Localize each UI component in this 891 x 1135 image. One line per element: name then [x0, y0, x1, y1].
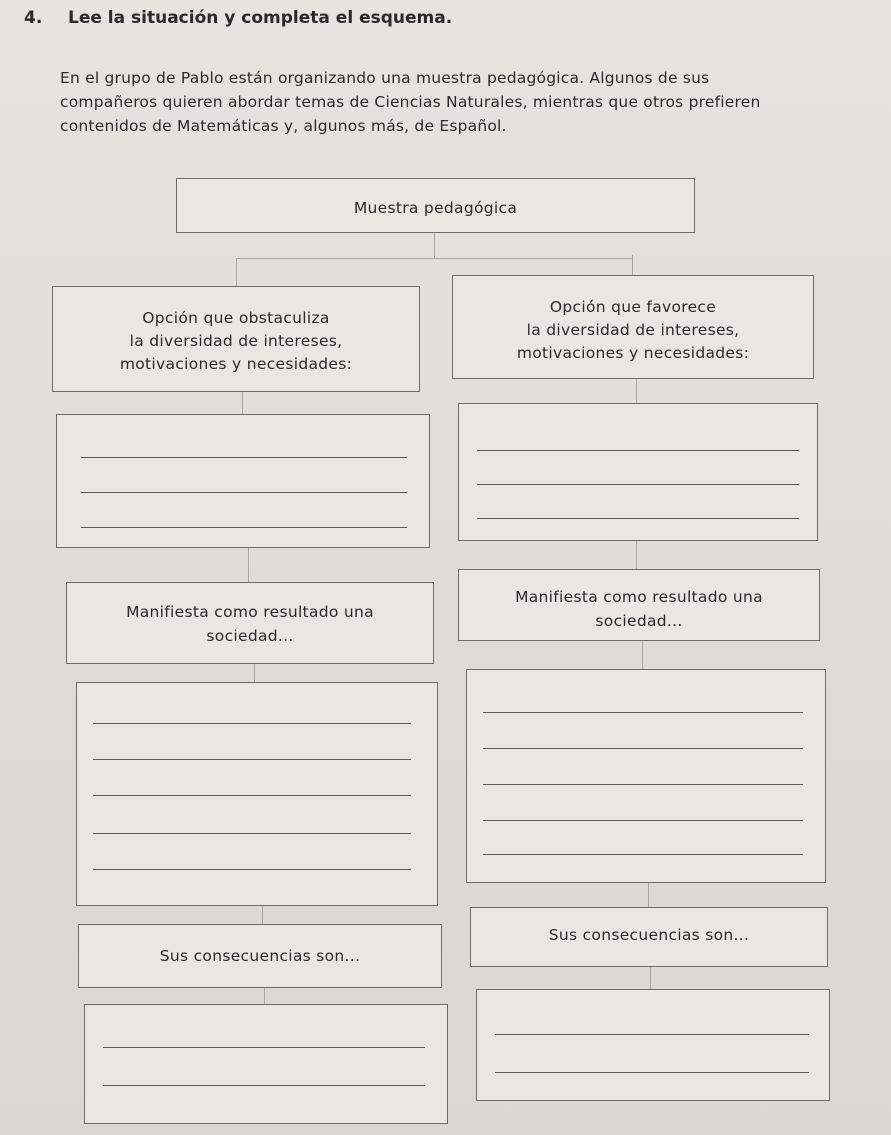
answer-line[interactable]	[495, 1072, 809, 1073]
answer-line[interactable]	[81, 457, 407, 458]
connector	[632, 255, 633, 275]
answer-line[interactable]	[483, 784, 803, 785]
connector	[248, 548, 249, 582]
answer-line[interactable]	[93, 833, 411, 834]
left-answer-box-3[interactable]	[84, 1004, 448, 1124]
connector	[636, 379, 637, 403]
connector	[262, 906, 263, 924]
left-option-line-3: motivaciones y necesidades:	[119, 355, 353, 373]
right-option-box	[452, 275, 814, 379]
answer-line[interactable]	[93, 759, 411, 760]
left-consequence-label: Sus consecuencias son...	[159, 947, 361, 965]
answer-line[interactable]	[483, 854, 803, 855]
right-consequence-box	[470, 907, 828, 967]
left-option-line-1: Opción que obstaculiza	[142, 309, 330, 327]
intro-paragraph: En el grupo de Pablo están organizando una muestra pedagógica. Algunos de sus compañeros quieren abordar temas de Ciencias Naturales, mientras que otros prefieren contenidos de Matemáticas y, algunos más, de Español.	[60, 69, 761, 135]
connector	[242, 392, 243, 414]
connector	[254, 664, 255, 682]
answer-line[interactable]	[103, 1085, 425, 1086]
answer-line[interactable]	[483, 748, 803, 749]
answer-line[interactable]	[81, 527, 407, 528]
answer-line[interactable]	[477, 450, 799, 451]
connector	[650, 967, 651, 989]
right-answer-box-2[interactable]	[466, 669, 826, 883]
connector	[642, 641, 643, 669]
left-answer-box-1[interactable]	[56, 414, 430, 548]
answer-line[interactable]	[103, 1047, 425, 1048]
answer-line[interactable]	[93, 723, 411, 724]
left-result-line-2: sociedad...	[206, 627, 294, 645]
right-answer-box-1[interactable]	[458, 403, 818, 541]
root-label: Muestra pedagógica	[353, 199, 518, 217]
answer-line[interactable]	[93, 795, 411, 796]
connector	[434, 233, 435, 258]
connector	[264, 988, 265, 1004]
right-result-line-1: Manifiesta como resultado una	[515, 588, 763, 606]
answer-line[interactable]	[495, 1034, 809, 1035]
answer-line[interactable]	[81, 492, 407, 493]
left-option-box	[52, 286, 420, 392]
answer-line[interactable]	[477, 484, 799, 485]
right-option-line-1: Opción que favorece	[549, 298, 717, 316]
left-result-line-1: Manifiesta como resultado una	[126, 603, 374, 621]
left-result-box	[66, 582, 434, 664]
question-number: 4.	[24, 8, 43, 28]
answer-line[interactable]	[477, 518, 799, 519]
right-answer-box-3[interactable]	[476, 989, 830, 1101]
connector	[648, 883, 649, 907]
right-consequence-label: Sus consecuencias son...	[548, 926, 750, 944]
right-result-line-2: sociedad...	[595, 612, 683, 630]
right-option-line-3: motivaciones y necesidades:	[516, 344, 750, 362]
connector	[236, 258, 632, 259]
right-option-line-2: la diversidad de intereses,	[526, 321, 740, 339]
connector	[636, 541, 637, 569]
left-consequence-box	[78, 924, 442, 988]
answer-line[interactable]	[93, 869, 411, 870]
question-title: Lee la situación y completa el esquema.	[68, 8, 453, 28]
left-answer-box-2[interactable]	[76, 682, 438, 906]
right-result-box	[458, 569, 820, 641]
answer-line[interactable]	[483, 712, 803, 713]
left-option-line-2: la diversidad de intereses,	[129, 332, 343, 350]
root-box	[176, 178, 695, 233]
connector	[236, 258, 237, 286]
answer-line[interactable]	[483, 820, 803, 821]
